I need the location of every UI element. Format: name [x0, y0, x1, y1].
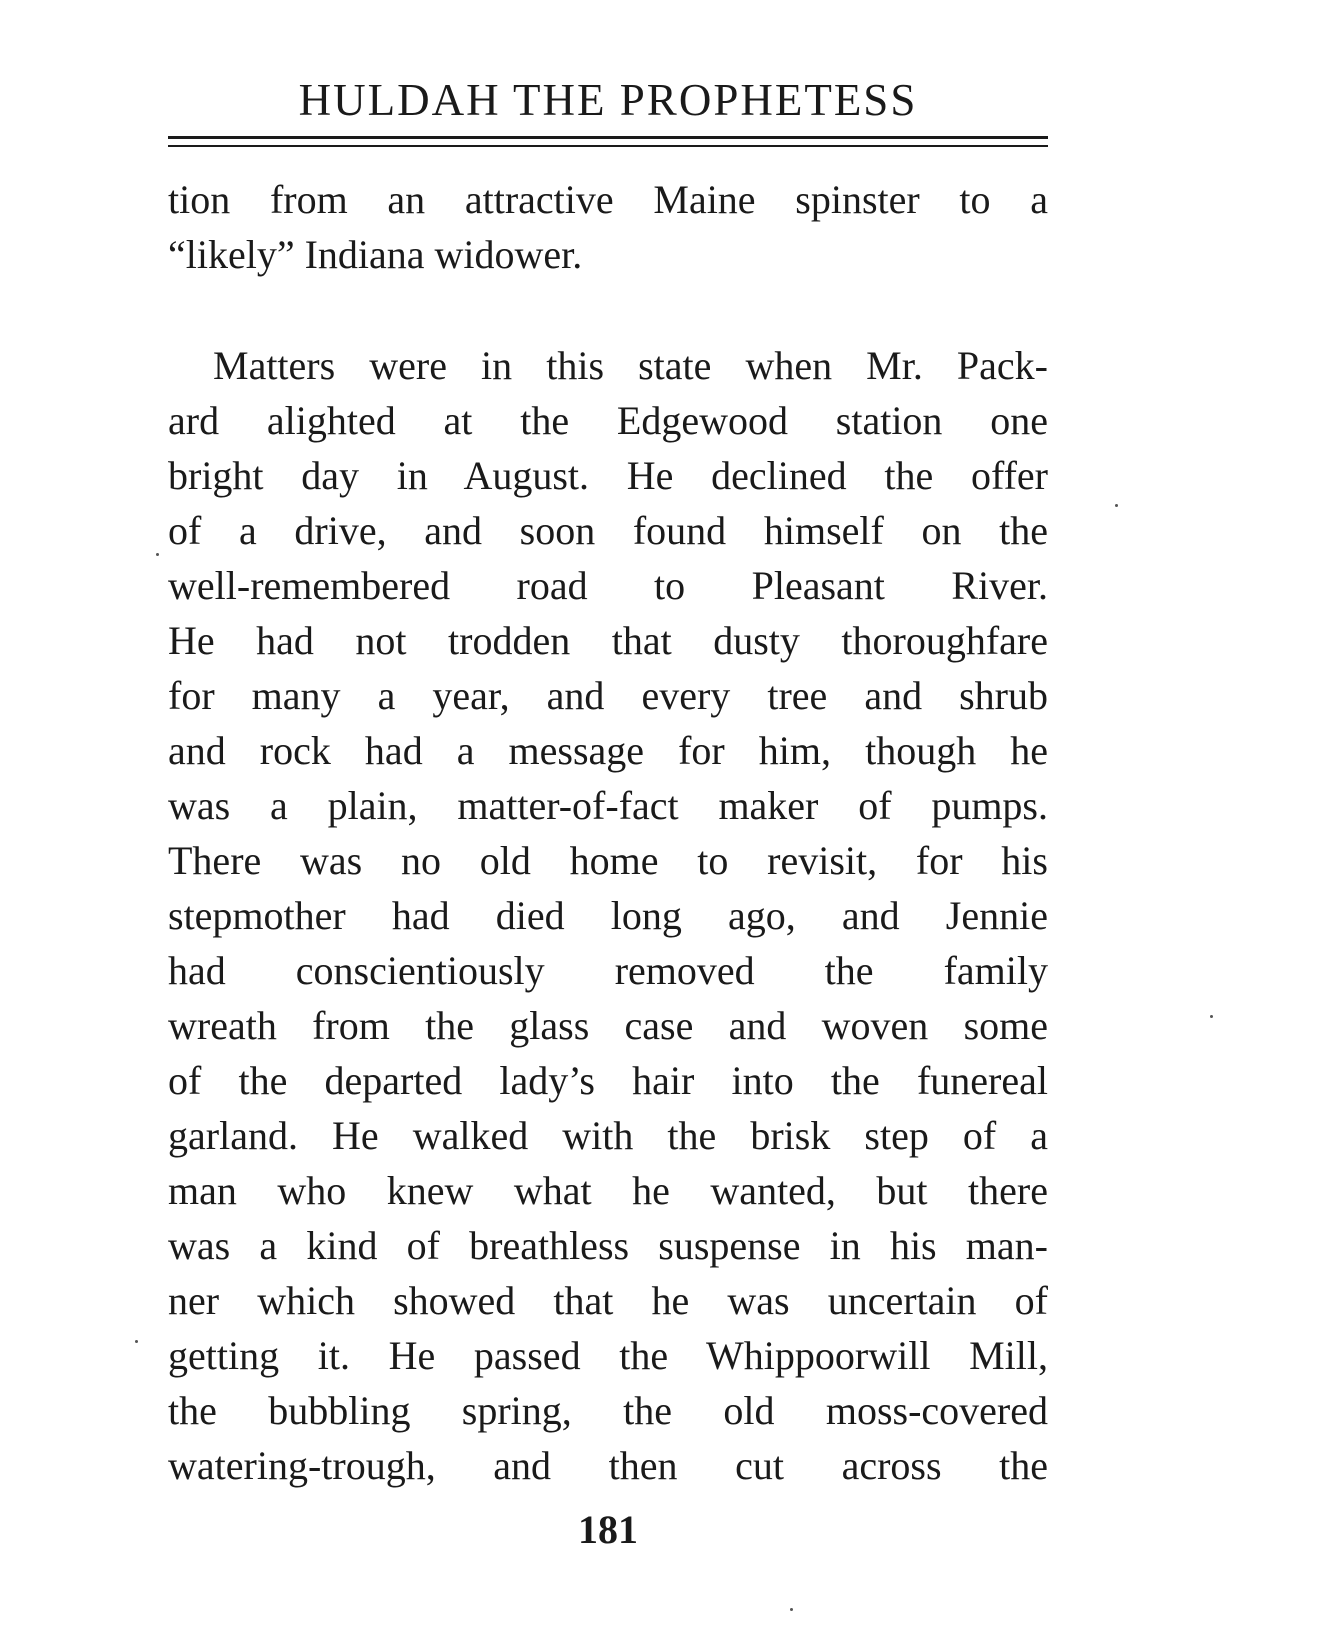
text-line: had conscientiously removed the family [168, 948, 1048, 993]
text-line: stepmother had died long ago, and Jennie [168, 893, 1048, 938]
text-line: was a plain, matter-of-fact maker of pumps. [168, 783, 1048, 828]
header-rule-thin [168, 145, 1048, 147]
scan-speck [156, 553, 159, 556]
text-line: bright day in August. He declined the offer [168, 453, 1048, 498]
text-line: and rock had a message for him, though he [168, 728, 1048, 773]
text-line: He had not trodden that dusty thoroughfare [168, 618, 1048, 663]
text-line: well-remembered road to Pleasant River. [168, 563, 1048, 608]
header-rule-thick [168, 136, 1048, 139]
running-head: HULDAH THE PROPHETESS [298, 75, 918, 125]
continuation-text [168, 172, 1048, 282]
text-line: was a kind of breathless suspense in his man- [168, 1223, 1048, 1268]
text-line: ner which showed that he was uncertain of [168, 1278, 1048, 1323]
text-line: garland. He walked with the brisk step of a [168, 1113, 1048, 1158]
page-number: 181 [578, 1507, 638, 1552]
text-line: of the departed lady’s hair into the funereal [168, 1058, 1048, 1103]
text-line: for many a year, and every tree and shrub [168, 673, 1048, 718]
text-line: of a drive, and soon found himself on the [168, 508, 1048, 553]
paragraph [168, 338, 1048, 1493]
text-line: getting it. He passed the Whippoorwill Mill, [168, 1333, 1048, 1378]
scan-speck [1115, 504, 1118, 507]
text-line: man who knew what he wanted, but there [168, 1168, 1048, 1213]
text-line: ard alighted at the Edgewood station one [168, 398, 1048, 443]
text-line: the bubbling spring, the old moss-covered [168, 1388, 1048, 1433]
scan-speck [1210, 1015, 1213, 1018]
text-line: Matters were in this state when Mr. Pack- [213, 343, 1048, 388]
text-line: wreath from the glass case and woven some [168, 1003, 1048, 1048]
scan-speck [790, 1608, 793, 1611]
text-line: watering-trough, and then cut across the [168, 1443, 1048, 1488]
scan-speck [135, 1340, 138, 1343]
text-line: tion from an attractive Maine spinster to a [168, 177, 1048, 222]
text-line: “likely” Indiana widower. [168, 232, 583, 277]
text-line: There was no old home to revisit, for his [168, 838, 1048, 883]
